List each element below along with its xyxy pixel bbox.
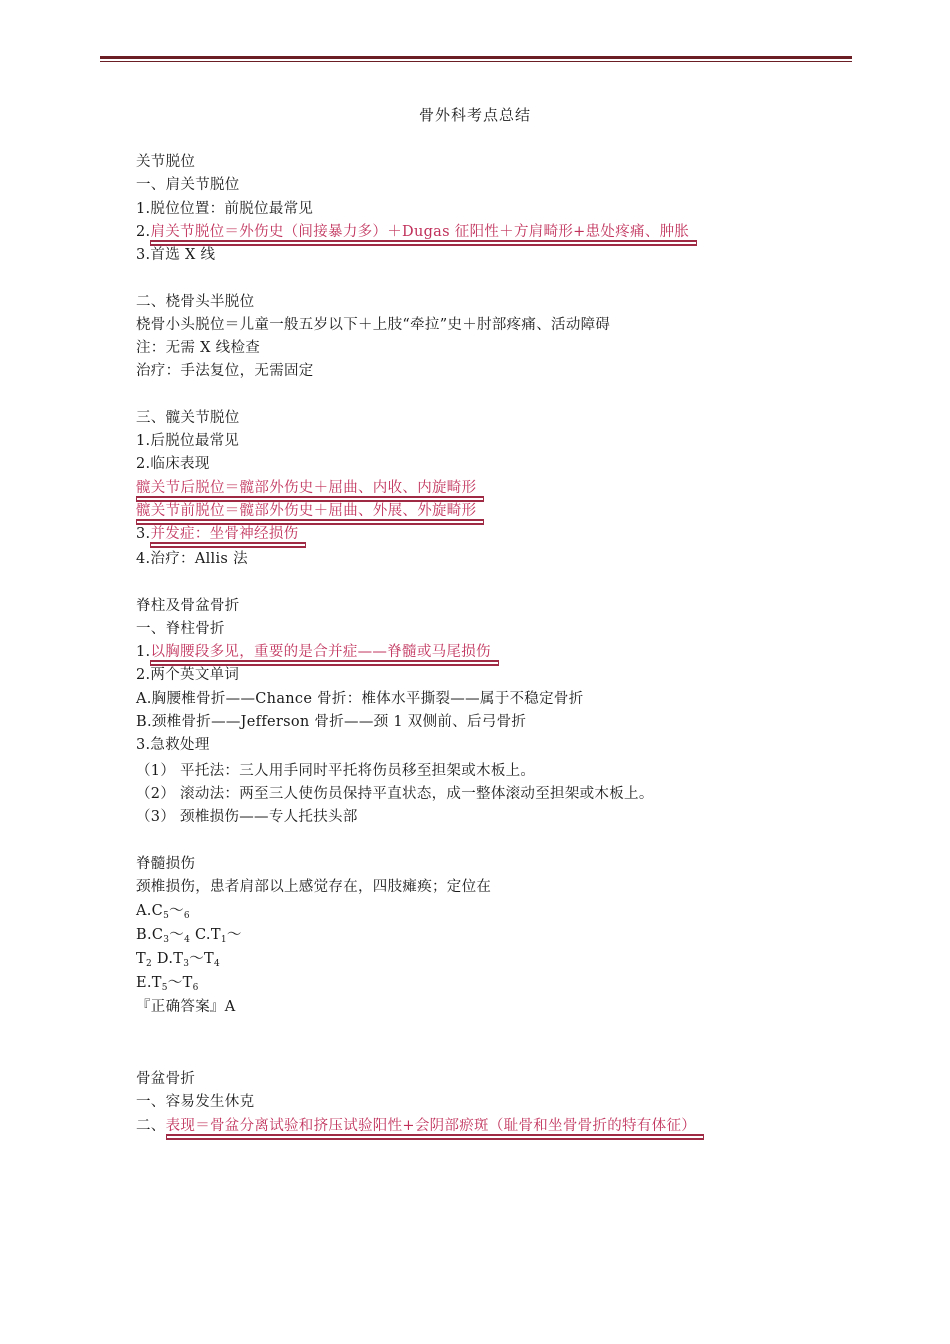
line-text: ～T <box>189 951 215 967</box>
line-text: 一、脊柱骨折 <box>136 621 225 637</box>
text-line <box>136 925 242 950</box>
subscript: 6 <box>192 983 199 993</box>
line-text: E.T <box>136 975 162 991</box>
line-text: 二、桡骨头半脱位 <box>136 294 255 310</box>
text-line <box>136 619 225 639</box>
subscript: 3 <box>163 935 170 945</box>
line-text: 2. <box>136 224 151 240</box>
line-text: 3.首选 X 线 <box>136 247 216 263</box>
line-text: （1） 平托法：三人用手同时平托将伤员移至担架或木板上。 <box>136 763 536 779</box>
line-text: （2） 滚动法：两至三人使伤员保持平直状态，成一整体滚动至担架或木板上。 <box>136 786 654 802</box>
line-text: 『正确答案』A <box>136 999 236 1015</box>
line-text: ～ <box>169 903 184 919</box>
text-line <box>136 454 210 474</box>
text-line <box>136 245 215 265</box>
line-text: 二、 <box>136 1118 166 1134</box>
text-line <box>136 807 358 827</box>
subscript: 1 <box>220 935 227 945</box>
subscript: 4 <box>184 935 191 945</box>
highlighted-text: 肩关节脱位＝外伤史（间接暴力多）＋Dugas 征阳性＋方肩畸形+患处疼痛、肿胀 <box>150 224 697 242</box>
line-text: 注：无需 X 线检查 <box>136 340 261 356</box>
text-line <box>136 877 491 897</box>
line-text: 治疗：手法复位，无需固定 <box>136 363 314 379</box>
line-text: 一、容易发生休克 <box>136 1094 255 1110</box>
line-text: 骨盆骨折 <box>136 1071 196 1087</box>
line-text: 4.治疗：Allis 法 <box>136 551 248 567</box>
text-line <box>136 949 220 974</box>
text-line <box>136 175 240 195</box>
subscript: 3 <box>183 959 190 969</box>
header-rule <box>100 56 852 59</box>
line-text: 桡骨小头脱位＝儿童一般五岁以下＋上肢“牵拉”史＋肘部疼痛、活动障碍 <box>136 317 611 333</box>
line-text: ～T <box>167 975 193 991</box>
text-line <box>136 524 306 544</box>
text-line <box>136 689 584 709</box>
line-text: ～ <box>169 927 185 943</box>
line-text: 3.急救处理 <box>136 737 210 753</box>
line-text: 2.临床表现 <box>136 456 210 472</box>
highlighted-text: 髋关节前脱位＝髋部外伤史＋屈曲、外展、外旋畸形 <box>136 503 484 521</box>
text-line <box>136 901 190 926</box>
page-title: 骨外科考点总结 <box>418 106 531 124</box>
line-text: 一、肩关节脱位 <box>136 177 240 193</box>
header-rule-thin <box>100 61 852 62</box>
line-text: （3） 颈椎损伤——专人托扶头部 <box>136 809 358 825</box>
highlighted-text: 并发症：坐骨神经损伤 <box>150 526 306 544</box>
line-text: T <box>136 951 146 967</box>
line-text: 3. <box>136 526 151 542</box>
text-line <box>136 361 314 381</box>
subscript: 2 <box>145 959 153 969</box>
line-text: D.T <box>152 951 184 967</box>
text-line <box>136 1092 254 1112</box>
line-text: 三、髋关节脱位 <box>136 410 240 426</box>
text-line <box>136 199 313 219</box>
text-line <box>136 408 240 428</box>
text-line <box>136 501 484 521</box>
text-line <box>136 784 654 804</box>
text-line <box>136 596 240 616</box>
line-text: A.C <box>136 903 164 919</box>
line-text: 颈椎损伤，患者肩部以上感觉存在，四肢瘫痪；定位在 <box>136 879 492 895</box>
highlighted-text: 以胸腰段多见，重要的是合并症——脊髓或马尾损伤 <box>150 644 498 662</box>
text-line <box>136 338 260 358</box>
line-text: 1.后脱位最常见 <box>136 433 240 449</box>
line-text: 脊柱及骨盆骨折 <box>136 598 240 614</box>
text-line <box>136 761 535 781</box>
highlighted-text: 髋关节后脱位＝髋部外伤史＋屈曲、内收、内旋畸形 <box>136 480 484 498</box>
line-text: 1.脱位位置：前脱位最常见 <box>136 201 314 217</box>
line-text: ～ <box>226 927 242 943</box>
text-line <box>136 292 254 312</box>
highlighted-text: 表现＝骨盆分离试验和挤压试验阳性+会阴部瘀斑（耻骨和坐骨骨折的特有体征） <box>166 1118 704 1136</box>
subscript: 5 <box>161 983 168 993</box>
text-line <box>136 1116 704 1136</box>
line-text: 脊髓损伤 <box>136 856 196 872</box>
line-text: C.T <box>190 927 221 943</box>
text-line <box>136 997 236 1017</box>
text-line <box>136 152 195 172</box>
text-line <box>136 973 199 998</box>
text-line <box>136 854 195 874</box>
line-text: 1. <box>136 644 151 660</box>
text-line <box>136 478 484 498</box>
subscript: 4 <box>214 959 221 969</box>
text-line <box>136 665 239 685</box>
text-line <box>136 431 239 451</box>
subscript: 6 <box>183 911 190 921</box>
text-line <box>136 1069 195 1089</box>
text-line <box>136 549 248 569</box>
text-line <box>136 315 610 335</box>
text-line <box>136 712 526 732</box>
line-text: 2.两个英文单词 <box>136 667 240 683</box>
line-text: A.胸腰椎骨折——Chance 骨折：椎体水平撕裂——属于不稳定骨折 <box>136 691 584 707</box>
line-text: 关节脱位 <box>136 154 196 170</box>
text-line <box>136 222 697 242</box>
text-line <box>136 642 499 662</box>
line-text: B.颈椎骨折——Jefferson 骨折——颈 1 双侧前、后弓骨折 <box>136 714 527 730</box>
line-text: B.C <box>136 927 164 943</box>
text-line <box>136 735 210 755</box>
subscript: 5 <box>163 911 170 921</box>
